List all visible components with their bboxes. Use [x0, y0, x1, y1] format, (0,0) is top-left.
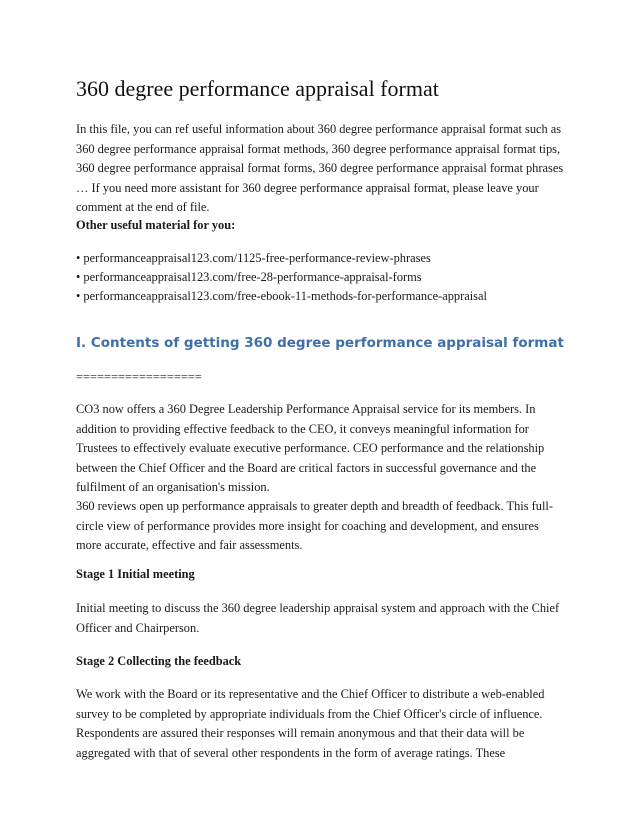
other-material-heading: Other useful material for you: — [76, 218, 236, 232]
divider-line: ================== — [76, 370, 202, 384]
useful-link[interactable]: • performanceappraisal123.com/1125-free-performance-review-phrases — [76, 251, 431, 265]
paragraph-360-reviews: 360 reviews open up performance appraisals to greater depth and breadth of feedback. This full-circle view of performance provides more insight for coaching and development, and ensures more accurate, effective and fair assessments. — [76, 499, 553, 553]
stage-1-text: Initial meeting to discuss the 360 degree leadership appraisal system and approach with the Chief Officer and Chairperson. — [76, 601, 560, 635]
useful-link[interactable]: • performanceappraisal123.com/free-ebook-11-methods-for-performance-appraisal — [76, 289, 487, 303]
stage-2-heading: Stage 2 Collecting the feedback — [76, 654, 242, 668]
stage-2-text: We work with the Board or its representative and the Chief Officer to distribute a web-enabled survey to be completed by appropriate individuals from the Chief Officer's circle of influence. Respondents are assured their responses will remain anonymous and that their data will be aggregated with that of several other respondents in the form of average ratings. These — [76, 687, 545, 760]
section-heading: I. Contents of getting 360 degree performance appraisal format — [76, 335, 564, 351]
useful-link[interactable]: • performanceappraisal123.com/free-28-performance-appraisal-forms — [76, 270, 422, 284]
stage-1-heading: Stage 1 Initial meeting — [76, 567, 195, 581]
document-title: 360 degree performance appraisal format — [76, 76, 439, 101]
intro-paragraph: In this file, you can ref useful information about 360 degree performance appraisal format such as 360 degree performance appraisal format methods, 360 degree performance appraisal format tips, 360 degree performance appraisal format forms, 360 degree performance appraisal format phrases … If you need more assistant for 360 degree performance appraisal format, please leave your comment at the end of file. — [76, 122, 564, 215]
useful-links-list — [76, 249, 487, 306]
paragraph-co3-service: CO3 now offers a 360 Degree Leadership Performance Appraisal service for its members. In addition to providing effective feedback to the CEO, it conveys meaningful information for Trustees to effectively evaluate executive performance. CEO performance and the relationship between the Chief Officer and the Board are critical factors in successful governance and the fulfilment of an organisation's mission. — [76, 402, 545, 495]
